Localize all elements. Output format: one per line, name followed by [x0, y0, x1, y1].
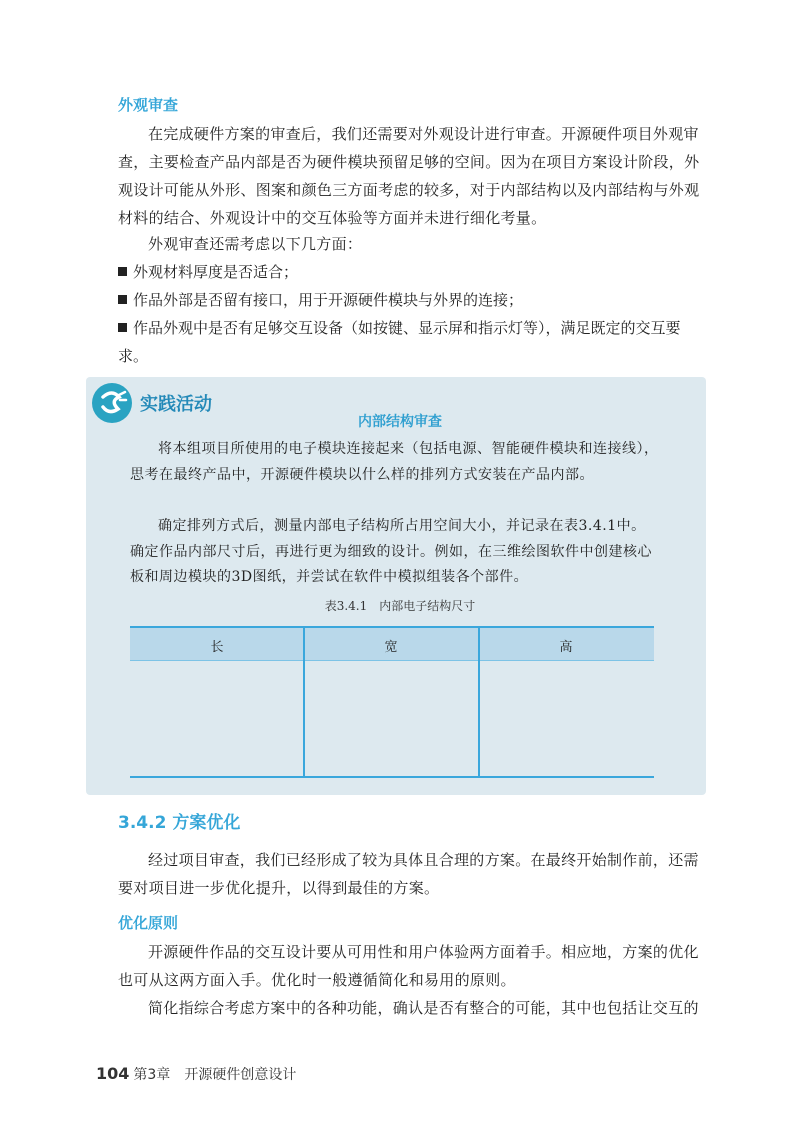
chapter-title: 第3章 开源硬件创意设计: [133, 1067, 297, 1083]
page-footer: [96, 1064, 296, 1084]
bullet-text: 作品外观中是否有足够交互设备（如按键、显示屏和指示灯等），满足既定的交互要求。: [118, 319, 681, 365]
principle-heading: 优化原则: [118, 914, 179, 932]
dimension-table: [130, 626, 654, 778]
table-header-length: 长: [210, 640, 224, 655]
table-header-height: 高: [559, 640, 573, 655]
optimization-paragraph-2: 开源硬件作品的交互设计要从可用性和用户体验两方面着手。相应地，方案的优化也可从这两方面入手。优化时一般遵循简化和易用的原则。: [118, 943, 699, 989]
optimization-paragraph-3: 简化指综合考虑方案中的各种功能，确认是否有整合的可能，其中也包括让交互的: [148, 999, 699, 1017]
section-title-optimization: 3.4.2 方案优化: [118, 813, 241, 833]
table-header-width: 宽: [384, 640, 398, 655]
bullet-item-2: [118, 286, 708, 314]
appearance-paragraph-2: 外观审查还需考虑以下几方面：: [148, 235, 363, 253]
appearance-heading: 外观审查: [118, 96, 179, 114]
practice-paragraph-1: 将本组项目所使用的电子模块连接起来（包括电源、智能硬件模块和连接线），思考在最终产品中，开源硬件模块以什么样的排列方式安装在产品内部。: [130, 441, 659, 483]
practice-title: 内部结构审查: [358, 414, 442, 430]
appearance-paragraph-1: 在完成硬件方案的审查后，我们还需要对外观设计进行审查。开源硬件项目外观审查，主要检查产品内部是否为硬件模块预留足够的空间。因为在项目方案设计阶段，外观设计可能从外形、图案和颜色三方面考虑的较多，对于内部结构以及内部结构与外观材料的结合、外观设计中的交互体验等方面并未进行细化考量。: [118, 125, 700, 227]
square-bullet-icon: [118, 267, 127, 276]
bullet-item-1: [118, 258, 708, 286]
table-bottom-rule: [130, 776, 654, 778]
square-bullet-icon: [118, 323, 127, 332]
practice-paragraph-2: 确定排列方式后，测量内部电子结构所占用空间大小，并记录在表3.4.1中。确定作品内部尺寸后，再进行更为细致的设计。例如，在三维绘图软件中创建核心板和周边模块的3D图纸，并尝试在软件中模拟组装各个部件。: [130, 518, 652, 585]
bullet-item-3: [118, 314, 708, 370]
optimization-paragraph-1: 经过项目审查，我们已经形成了较为具体且合理的方案。在最终开始制作前，还需要对项目进一步优化提升，以得到最佳的方案。: [118, 851, 699, 897]
bullet-text: 作品外部是否留有接口，用于开源硬件模块与外界的连接；: [133, 291, 524, 309]
table-divider: [130, 660, 654, 661]
practice-activity-label: 实践活动: [140, 394, 212, 415]
bullet-text: 外观材料厚度是否适合；: [133, 263, 299, 281]
page-number: 104: [96, 1064, 130, 1083]
table-caption: 表3.4.1 内部电子结构尺寸: [324, 599, 476, 613]
square-bullet-icon: [118, 295, 127, 304]
